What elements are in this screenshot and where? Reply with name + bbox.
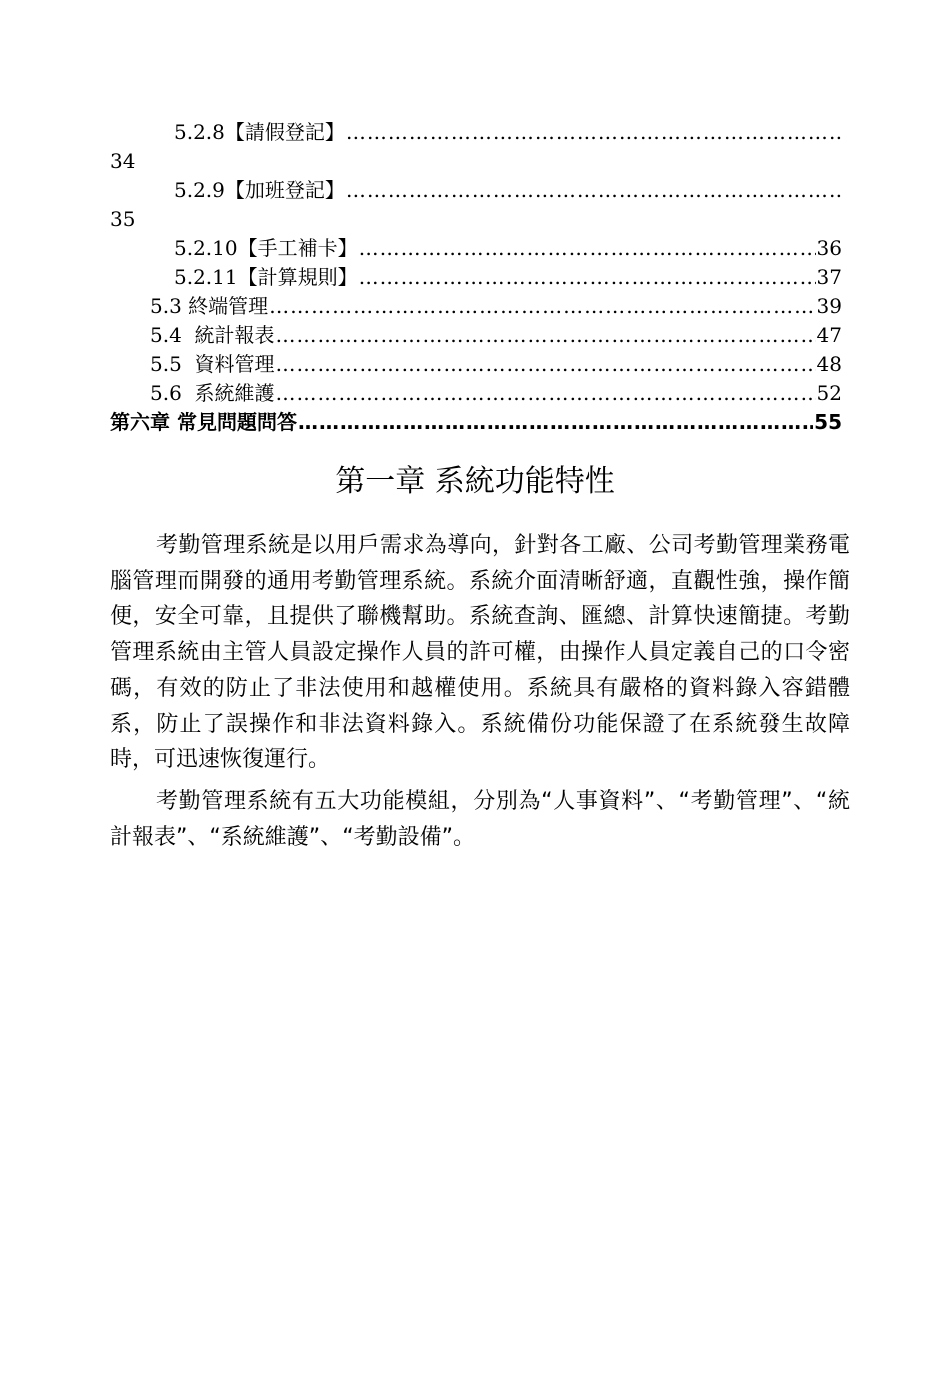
- toc-entry-label: 5.4 統計報表: [150, 323, 275, 347]
- toc-entry[interactable]: [110, 118, 842, 147]
- toc-entry-page-number: 48: [816, 352, 842, 376]
- toc-entry[interactable]: [110, 350, 842, 379]
- toc-entry-page-number: 34: [110, 149, 136, 173]
- toc-entry-page-number: 37: [816, 265, 842, 289]
- toc-entry[interactable]: [110, 176, 842, 205]
- toc-entry-page-number: 36: [816, 236, 842, 260]
- toc-entry-label: 5.3 終端管理: [150, 294, 269, 318]
- toc-entry-label: 5.2.9【加班登記】: [174, 178, 345, 202]
- toc-leader-dots: [276, 379, 816, 408]
- toc-leader-dots: [276, 350, 816, 379]
- toc-entry-page-number: 47: [816, 323, 842, 347]
- chapter-title: 第一章 系統功能特性: [335, 464, 615, 499]
- toc-entry-page-number: 35: [110, 207, 136, 231]
- toc-entry[interactable]: [110, 379, 842, 408]
- toc-entry-page-number: 52: [816, 381, 842, 405]
- toc-leader-dots: [298, 408, 813, 437]
- chapter-body: [110, 528, 850, 861]
- table-of-contents: [110, 118, 842, 437]
- toc-entry-label: 5.2.11【計算規則】: [174, 265, 358, 289]
- toc-entry-label: 5.6 系統維護: [150, 381, 275, 405]
- toc-entry-label: 5.2.8【請假登記】: [174, 120, 345, 144]
- toc-entry[interactable]: [110, 263, 842, 292]
- toc-entry[interactable]: [110, 234, 842, 263]
- toc-entry-label: 5.2.10【手工補卡】: [174, 236, 358, 260]
- toc-leader-dots: [269, 292, 815, 321]
- toc-entry-chapter[interactable]: [110, 408, 842, 437]
- toc-entry[interactable]: [110, 292, 842, 321]
- toc-leader-dots: [359, 234, 816, 263]
- toc-entry-label: 5.5 資料管理: [150, 352, 275, 376]
- toc-leader-dots: [359, 263, 816, 292]
- toc-entry-page-number: 55: [814, 410, 842, 434]
- body-paragraph: 考勤管理系統是以用戶需求為導向，針對各工廠、公司考勤管理業務電腦管理而開發的通用考勤管理系統。系統介面清晰舒適，直觀性強，操作簡便，安全可靠，且提供了聯機幫助。系統查詢、匯總、計算快速簡捷。考勤管理系統由主管人員設定操作人員的許可權，由操作人員定義自己的口令密碼，有效的防止了非法使用和越權使用。系統具有嚴格的資料錄入容錯體系，防止了誤操作和非法資料錄入。系統備份功能保證了在系統發生故障時，可迅速恢復運行。: [110, 533, 850, 773]
- toc-entry-page-number: 39: [816, 294, 842, 318]
- toc-entry-label: 第六章 常見問題問答: [110, 410, 297, 434]
- body-paragraph: 考勤管理系統有五大功能模組，分別為“人事資料”、“考勤管理”、“統計報表”、“系統維護”、“考勤設備”。: [110, 788, 850, 850]
- toc-leader-dots: [276, 321, 816, 350]
- toc-leader-dots: [346, 176, 841, 205]
- toc-leader-dots: [346, 118, 841, 147]
- toc-entry[interactable]: [110, 321, 842, 350]
